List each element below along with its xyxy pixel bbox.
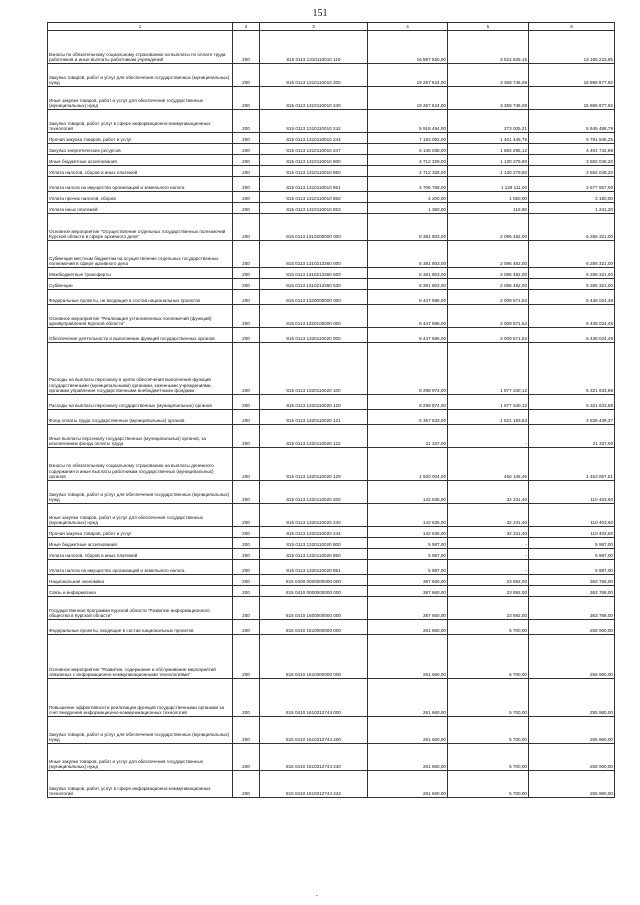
table-row [48,64,615,87]
table-row [48,620,615,635]
row-value-4-cell: 261 660,00 [368,635,448,679]
row-name-cell: Основное мероприятие "Развитие, содержание и обслуживание мероприятий связанных с информационно-коммуникационными технологиями" [48,635,233,679]
row-value-4-cell: 4 712 328,00 [368,166,448,177]
row-name-cell: Субвенции [48,279,233,290]
table-row [48,679,615,717]
row-name-cell: Закупка товаров, работ и услуг для обеспечения государственных (муниципальных) нужд [48,481,233,504]
row-kbk-cell: 815 0113 1320110020 100 [260,343,368,395]
row-value-4-cell: 8 298 974,00 [368,343,448,395]
row-value-6-cell: 15 898 877,92 [529,87,615,110]
row-code-cell: 200 [233,620,260,635]
row-value-4-cell: 8 381 803,00 [368,214,448,241]
row-value-6-cell: 6 438 024,48 [529,305,615,328]
row-value-4-cell: 261 660,00 [368,679,448,717]
row-kbk-cell: 815 0113 1320110020 200 [260,481,368,504]
table-row [48,410,615,425]
row-code-cell: 200 [233,586,260,597]
row-code-cell: 200 [233,575,260,586]
row-code-cell: 200 [233,560,260,575]
table-row [48,560,615,575]
row-code-cell: 200 [233,410,260,425]
row-value-4-cell: 8 447 596,00 [368,328,448,343]
row-value-5-cell: - [448,549,529,560]
row-value-4-cell: 142 635,00 [368,481,448,504]
row-value-6-cell: 255 960,00 [529,744,615,771]
row-value-6-cell: 1 463 857,51 [529,448,615,481]
row-value-6-cell: 5 987,00 [529,549,615,560]
table-row [48,635,615,679]
row-name-cell: Основное мероприятие "Осуществление отдельных государственных полномочий Курской области в сфере архивного дела" [48,214,233,241]
row-name-cell: Федеральные проекты, не входящие в состав национальных проектов [48,290,233,305]
row-name-cell: Иные выплаты персоналу государственных (муниципальных) органов, за исключением фонда оплаты труда [48,425,233,448]
row-value-6-cell: 6 286 321,00 [529,214,615,241]
row-code-cell: 200 [233,717,260,744]
row-value-4-cell: 142 635,00 [368,527,448,538]
row-code-cell: 200 [233,241,260,268]
table-row [48,481,615,504]
row-name-cell: Повышение эффективности реализации функций государственными органами за счет внедрения информационно-коммуникационных технологий [48,679,233,717]
row-code-cell: 200 [233,279,260,290]
row-kbk-cell: 815 0410 1610312744 242 [260,771,368,798]
row-value-5-cell: 5 700,00 [448,771,529,798]
row-value-6-cell: 6 286 321,00 [529,279,615,290]
row-kbk-cell: 815 0113 1310213360 530 [260,279,368,290]
table-row [48,343,615,395]
row-kbk-cell: 815 0400 0000000000 000 [260,575,368,586]
row-value-6-cell: 3 582 048,20 [529,155,615,166]
row-value-6-cell: 5 791 646,25 [529,133,615,144]
column-header: 1 [48,23,233,31]
row-value-6-cell: 4 836 439,37 [529,410,615,425]
row-value-6-cell: 1 241,20 [529,203,615,214]
row-value-6-cell: 255 960,00 [529,771,615,798]
row-value-5-cell: 32 231,40 [448,527,529,538]
row-name-cell: Уплата налогов, сборов и иных платежей [48,166,233,177]
row-code-cell: 200 [233,549,260,560]
row-value-4-cell: 142 635,00 [368,504,448,527]
row-name-cell: Государственная программа Курской области "Развитие информационного общества в Курской области" [48,597,233,620]
table-row [48,279,615,290]
row-name-cell: Национальная экономика [48,575,233,586]
row-code-cell: 200 [233,481,260,504]
table-row [48,203,615,214]
table-row [48,155,615,166]
row-kbk-cell: 815 0113 1320110020 240 [260,504,368,527]
row-name-cell: Уплата прочих налогов, сборов [48,192,233,203]
table-row [48,110,615,133]
row-value-5-cell: 273 005,21 [448,110,529,133]
header-row [48,23,615,31]
row-name-cell: Прочая закупка товаров, работ и услуг [48,133,233,144]
row-value-5-cell: 1 977 340,12 [448,395,529,410]
table-row [48,597,615,620]
row-value-6-cell: 255 960,00 [529,717,615,744]
row-code-cell: 200 [233,144,260,155]
table-row [48,744,615,771]
table-row [48,241,615,268]
row-code-cell: 200 [233,635,260,679]
row-value-6-cell: 363 768,00 [529,575,615,586]
row-kbk-cell: 815 0113 1320110020 000 [260,328,368,343]
table-row [48,504,615,527]
row-value-6-cell: 3 577 657,00 [529,177,615,192]
row-kbk-cell: 815 0113 1310110010 242 [260,110,368,133]
row-value-4-cell: 5 918 494,00 [368,110,448,133]
column-header: 6 [529,23,615,31]
row-kbk-cell: 815 0410 1610312744 000 [260,679,368,717]
row-name-cell: Федеральные проекты, входящие в состав национальных проектов [48,620,233,635]
row-name-cell: Закупка товаров, работ и услуг для обеспечения государственных (муниципальных) нужд [48,717,233,744]
row-value-6-cell: 3 582 048,20 [529,166,615,177]
row-value-5-cell: 5 700,00 [448,744,529,771]
row-code-cell: 200 [233,87,260,110]
row-kbk-cell: 815 0113 1310213360 000 [260,241,368,268]
row-value-6-cell: 15 898 877,92 [529,64,615,87]
row-value-5-cell: 23 892,00 [448,597,529,620]
row-value-5-cell: 1 977 340,12 [448,343,529,395]
row-value-5-cell: 1 684 295,12 [448,144,529,155]
table-row [48,575,615,586]
row-kbk-cell: 815 0410 1610312744 240 [260,744,368,771]
row-value-5-cell: 456 146,49 [448,448,529,481]
row-name-cell: Уплата налога на имущество организаций и земельного налога [48,560,233,575]
row-value-4-cell: 387 660,00 [368,597,448,620]
row-kbk-cell: 815 0113 1320110020 851 [260,560,368,575]
row-name-cell: Иные закупки товаров, работ и услуг для обеспечения государственных (муниципальных) нужд [48,744,233,771]
row-name-cell: Уплата налогов, сборов и иных платежей [48,549,233,560]
row-value-5-cell: 2 009 571,52 [448,328,529,343]
row-kbk-cell: 815 0410 1600000000 000 [260,597,368,620]
row-value-6-cell: 6 438 024,48 [529,328,615,343]
row-value-4-cell: 8 447 596,00 [368,305,448,328]
row-value-5-cell: 32 231,40 [448,481,529,504]
row-kbk-cell: 815 0113 1320110020 850 [260,549,368,560]
row-value-6-cell: 363 768,00 [529,586,615,597]
column-header: 3 [260,23,368,31]
row-value-4-cell: 261 660,00 [368,744,448,771]
column-header: 4 [368,23,448,31]
column-header: 5 [448,23,529,31]
table-row [48,586,615,597]
row-value-4-cell: 5 987,00 [368,538,448,549]
row-value-5-cell: 1 050,00 [448,192,529,203]
row-kbk-cell: 815 0113 1320110020 244 [260,527,368,538]
row-value-4-cell: 387 660,00 [368,586,448,597]
row-name-cell: Закупка энергетических ресурсов [48,144,233,155]
row-kbk-cell: 815 0410 1610000000 000 [260,620,368,635]
row-value-5-cell: 1 401 445,75 [448,133,529,144]
column-header: 2 [233,23,260,31]
row-value-4-cell: 16 887 550,00 [368,31,448,64]
row-code-cell: 200 [233,328,260,343]
row-kbk-cell: 815 0113 1310110010 853 [260,203,368,214]
table-row [48,395,615,410]
row-kbk-cell: 815 0113 1310110010 244 [260,133,368,144]
row-value-5-cell: 2 095 482,00 [448,268,529,279]
row-name-cell: Субвенции местным бюджетам на осуществление отдельных государственных полномочий в сфере архивного дела [48,241,233,268]
row-value-5-cell: - [448,538,529,549]
row-value-4-cell: 8 298 974,00 [368,395,448,410]
table-row [48,214,615,241]
row-name-cell: Закупка товаров, работ, услуг в сфере информационно-коммуникационных технологий [48,771,233,798]
row-code-cell: 200 [233,504,260,527]
row-value-4-cell: 4 712 328,00 [368,155,448,166]
row-name-cell: Основное мероприятие "Реализация установленных полномочий (функций) архивуправления Курской области" [48,305,233,328]
row-value-6-cell: 6 321 633,88 [529,343,615,395]
row-code-cell: 200 [233,64,260,87]
row-value-5-cell: 3 358 746,08 [448,64,529,87]
row-value-6-cell: 6 438 024,48 [529,290,615,305]
row-value-5-cell: 1 130 279,80 [448,155,529,166]
row-value-6-cell: 110 403,60 [529,481,615,504]
row-value-4-cell: 19 257 624,00 [368,64,448,87]
row-value-5-cell: 1 521 193,63 [448,410,529,425]
row-kbk-cell: 815 0113 1310200000 000 [260,214,368,241]
row-value-4-cell: 21 337,00 [368,425,448,448]
row-code-cell: 200 [233,343,260,395]
row-value-6-cell: 5 987,00 [529,538,615,549]
row-kbk-cell: 815 0410 1610300000 000 [260,635,368,679]
table-row [48,527,615,538]
row-value-4-cell: 19 257 624,00 [368,87,448,110]
row-name-cell: Взносы по обязательному социальному страхованию на выплаты по оплате труда работников и иные выплаты работникам учреждений [48,31,233,64]
table-row [48,31,615,64]
row-kbk-cell: 815 0113 1310110010 247 [260,144,368,155]
row-value-5-cell: 1 128 111,00 [448,177,529,192]
row-name-cell: Обеспечение деятельности и выполнение функций государственных органов [48,328,233,343]
row-name-cell: Межбюджетные трансферты [48,268,233,279]
row-code-cell: 200 [233,177,260,192]
row-value-5-cell: 118,80 [448,203,529,214]
row-value-4-cell: 8 381 803,00 [368,279,448,290]
row-name-cell: Иные бюджетные ассигнования [48,538,233,549]
row-value-6-cell: 5 987,00 [529,560,615,575]
row-value-4-cell: 1 920 004,00 [368,448,448,481]
row-code-cell: 200 [233,290,260,305]
row-value-6-cell: 6 321 633,88 [529,395,615,410]
row-value-5-cell: 3 522 626,15 [448,31,529,64]
row-value-5-cell: 2 095 482,00 [448,214,529,241]
row-value-5-cell: 23 892,00 [448,575,529,586]
row-code-cell: 200 [233,192,260,203]
row-kbk-cell: 815 0113 1320110020 129 [260,448,368,481]
row-name-cell: Иные закупки товаров, работ и услуг для обеспечения государственных (муниципальных) нужд [48,87,233,110]
row-value-5-cell: 5 700,00 [448,717,529,744]
table-row [48,87,615,110]
row-value-6-cell: 6 286 321,00 [529,241,615,268]
row-name-cell: Связь и информатика [48,586,233,597]
row-kbk-cell: 815 0113 1310213360 500 [260,268,368,279]
row-value-4-cell: 4 200,00 [368,192,448,203]
row-value-6-cell: 5 645 488,79 [529,110,615,133]
table-row [48,328,615,343]
row-code-cell: 200 [233,31,260,64]
row-code-cell: 200 [233,597,260,620]
row-value-5-cell: 2 009 571,52 [448,290,529,305]
row-value-4-cell: 387 660,00 [368,575,448,586]
row-kbk-cell: 815 0113 1310110010 200 [260,64,368,87]
row-value-6-cell: 110 403,60 [529,527,615,538]
row-value-6-cell: 4 461 742,88 [529,144,615,155]
row-code-cell: 200 [233,425,260,448]
row-kbk-cell: 815 0113 1310110010 851 [260,177,368,192]
row-name-cell: Закупка товаров, работ, услуг в сфере информационно-коммуникационных технологий [48,110,233,133]
row-value-6-cell: 110 403,60 [529,504,615,527]
row-value-6-cell: 255 960,00 [529,679,615,717]
table-row [48,290,615,305]
row-code-cell: 200 [233,268,260,279]
row-value-4-cell: 5 987,00 [368,560,448,575]
row-name-cell: Расходы на выплаты персоналу государственных (муниципальных) органов [48,395,233,410]
row-kbk-cell: 815 0113 1320110020 122 [260,425,368,448]
row-code-cell: 200 [233,214,260,241]
row-code-cell: 200 [233,538,260,549]
row-kbk-cell: 815 0113 1310110010 240 [260,87,368,110]
row-name-cell: Уплата налога на имущество организаций и земельного налога [48,177,233,192]
row-kbk-cell: 815 0113 1320110020 800 [260,538,368,549]
row-value-5-cell: 1 130 279,80 [448,166,529,177]
row-name-cell: Уплата иных платежей [48,203,233,214]
table-row [48,549,615,560]
row-name-cell: Фонд оплаты труда государственных (муниципальных) органов [48,410,233,425]
row-value-5-cell: - [448,425,529,448]
row-value-6-cell: 255 960,00 [529,635,615,679]
row-name-cell: Закупка товаров, работ и услуг для обеспечения государственных (муниципальных) нужд [48,64,233,87]
row-value-5-cell: 2 095 482,00 [448,279,529,290]
row-name-cell: Прочая закупка товаров, работ и услуг [48,527,233,538]
row-code-cell: 200 [233,203,260,214]
row-value-6-cell: 6 286 321,00 [529,268,615,279]
row-value-4-cell: 8 447 596,00 [368,290,448,305]
scan-artifact [316,895,318,896]
row-code-cell: 200 [233,305,260,328]
row-value-5-cell: - [448,560,529,575]
row-value-5-cell: 2 095 482,00 [448,241,529,268]
row-code-cell: 200 [233,166,260,177]
row-value-5-cell: 32 231,40 [448,504,529,527]
row-value-5-cell: 3 358 746,08 [448,87,529,110]
table-row [48,771,615,798]
row-kbk-cell: 815 0113 1310110010 800 [260,155,368,166]
budget-table [47,22,615,798]
row-value-4-cell: 261 660,00 [368,717,448,744]
row-name-cell: Взносы по обязательному социальному страхованию на выплаты денежного содержания и иные выплаты работникам государственных (муниципальных) органов [48,448,233,481]
row-value-6-cell: 13 165 223,85 [529,31,615,64]
row-kbk-cell: 815 0113 1320110020 121 [260,410,368,425]
table-row [48,166,615,177]
table-row [48,425,615,448]
row-kbk-cell: 815 0113 1320110020 120 [260,395,368,410]
row-code-cell: 200 [233,744,260,771]
row-code-cell: 200 [233,133,260,144]
table-row [48,538,615,549]
table-body [48,31,615,798]
row-value-6-cell: 255 960,00 [529,620,615,635]
row-value-4-cell: 261 660,00 [368,620,448,635]
row-value-4-cell: 7 193 092,00 [368,133,448,144]
row-name-cell: Иные закупки товаров, работ и услуг для обеспечения государственных (муниципальных) нужд [48,504,233,527]
row-kbk-cell: 815 0113 1310110010 119 [260,31,368,64]
row-value-6-cell: 3 150,00 [529,192,615,203]
row-code-cell: 200 [233,771,260,798]
row-value-5-cell: 5 700,00 [448,635,529,679]
row-value-4-cell: 8 381 803,00 [368,241,448,268]
row-kbk-cell: 815 0113 1320000000 000 [260,290,368,305]
table-row [48,305,615,328]
row-value-6-cell: 363 768,00 [529,597,615,620]
row-kbk-cell: 815 0113 1320100000 000 [260,305,368,328]
row-value-5-cell: 5 700,00 [448,620,529,635]
row-name-cell: Иные бюджетные ассигнования [48,155,233,166]
row-code-cell: 200 [233,679,260,717]
table-row [48,448,615,481]
row-value-4-cell: 6 357 633,00 [368,410,448,425]
row-code-cell: 200 [233,110,260,133]
row-kbk-cell: 815 0410 1610312744 200 [260,717,368,744]
row-name-cell: Расходы на выплаты персоналу в целях обеспечения выполнения функций государственными (муниципальными) органами, казенными учреждениями, органами управления государственными внебюджетными фондами [48,343,233,395]
row-value-4-cell: 6 146 038,00 [368,144,448,155]
row-value-4-cell: 261 660,00 [368,771,448,798]
row-value-5-cell: 2 009 571,52 [448,305,529,328]
page-number: 151 [312,8,328,19]
row-code-cell: 200 [233,155,260,166]
table-row [48,177,615,192]
row-code-cell: 200 [233,448,260,481]
row-code-cell: 200 [233,395,260,410]
table-row [48,717,615,744]
row-kbk-cell: 815 0113 1310110010 850 [260,166,368,177]
row-value-4-cell: 1 360,00 [368,203,448,214]
row-kbk-cell: 815 0410 0000000000 000 [260,586,368,597]
row-kbk-cell: 815 0113 1310110010 852 [260,192,368,203]
row-value-4-cell: 4 706 768,00 [368,177,448,192]
row-value-4-cell: 8 381 803,00 [368,268,448,279]
row-value-4-cell: 5 987,00 [368,549,448,560]
table-row [48,133,615,144]
table-row [48,268,615,279]
row-value-5-cell: 5 700,00 [448,679,529,717]
row-value-5-cell: 23 892,00 [448,586,529,597]
row-code-cell: 200 [233,527,260,538]
table-row [48,192,615,203]
row-value-6-cell: 21 337,00 [529,425,615,448]
table-row [48,144,615,155]
